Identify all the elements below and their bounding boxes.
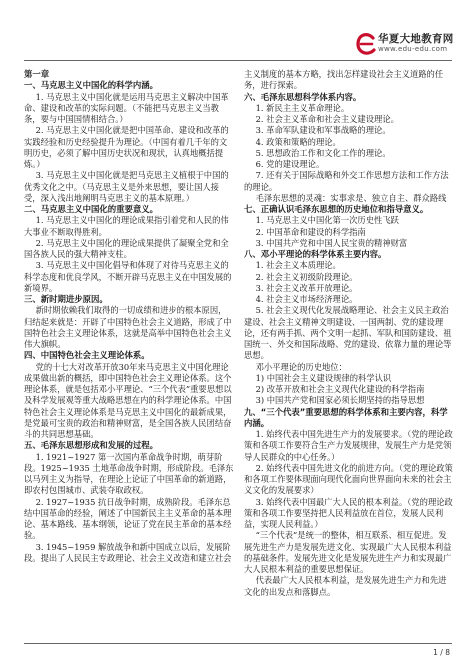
paragraph: 1. 始终代表中国先进生产力的发展要求。（党的理论政策和各项工作要符合生产力发展规律，发展生产力是党领导人民群众的中心任务。） bbox=[244, 429, 453, 462]
paragraph: 1. 社会主义本质理论。 bbox=[255, 260, 341, 271]
section-heading: 二、马克思主义中国化的重要意义。 bbox=[24, 204, 158, 214]
section-heading: 四、中国特色社会主义理论体系。 bbox=[24, 350, 150, 361]
paragraph: 2. 中国革命和建设的科学指南 bbox=[255, 226, 366, 237]
section-heading: 三、新时期进步原因。 bbox=[24, 294, 108, 304]
paragraph: 1. 马克思主义中国化第一次历史性飞跃 bbox=[255, 215, 399, 226]
paragraph: 5. 思想政治工作和文化工作的理论。 bbox=[255, 147, 391, 158]
section-heading: 七、正确认识毛泽东思想的历史地位和指导意义。 bbox=[244, 204, 429, 214]
paragraph: 1) 中国社会主义建设规律的科学认识 bbox=[255, 372, 392, 383]
paragraph: 代表最广大人民根本利益，是发展先进生产力和先进文化的出发点和落脚点。 bbox=[244, 575, 447, 597]
paragraph: 6. 党的建设理论。 bbox=[255, 159, 325, 169]
paragraph: 新时期依赖我们取得的一切成绩和进步的根本原因，归结起来就是：开辟了中国特色社会主义道路，形成了中国特色社会主义理论体系，这就是高举中国特色社会主义伟大旗帜。 bbox=[24, 305, 232, 349]
paragraph: 3. 马克思主义中国化就是把马克思主义植根于中国的优秀文化之中。（马克思主义是外来思想，要让国人接受，深入浅出地阐明马克思主义的基本原理。） bbox=[24, 170, 229, 203]
paragraph: 2. 马克思主义中国化就是把中国革命、建设和改革的实践经验和历史经验提升为理论。（中国有着几千年的文明历史，必须了解中国历史状况和现状，认真地概括提炼。） bbox=[24, 125, 229, 169]
paragraph: 1. 马克思主义中国化的理论成果指引着党和人民的伟大事业不断取得胜利。 bbox=[24, 215, 229, 237]
logo-title: 华夏大地教育网 bbox=[378, 33, 454, 45]
paragraph: 2. 马克思主义中国化的理论成果提供了凝聚全党和全国各族人民的强大精神支柱。 bbox=[24, 237, 229, 259]
paragraph: 3. 革命军队建设和军事战略的理论。 bbox=[255, 125, 391, 136]
paragraph: 1. 1921~1927 第一次国内革命战争时期，萌芽阶段。1925~1935 土地革命战争时期，形成阶段。毛泽东以马列主义为指导，在理论上论证了中国革命的新道路，即农村包围城市、武装夺取政权。 bbox=[24, 451, 234, 496]
paragraph: 3) 中国共产党和国家必须长期坚持的指导思想 bbox=[255, 395, 425, 406]
paragraph: 主义制度的基本方略，找出怎样建设社会主义道路的任务，进行探索。 bbox=[244, 69, 444, 91]
paragraph: 党的十七大对改革开放30年来马克思主义中国化理论成果做出新的概括，即中国特色社会主义理论体系。这个理论体系，就是包括邓小平理论、“三个代表”重要思想以及科学发展观等重大战略思想在内的科学理论体系。中国特色社会主义理论体系是马克思主义中国化的最新成果，是党最可宝贵的政治和精神财富，是全国各族人民团结奋斗的共同思想基础。 bbox=[24, 361, 232, 439]
logo-url: www.edu-edu.com bbox=[378, 45, 448, 53]
paragraph: 3. 社会主义改革开放理论。 bbox=[255, 282, 358, 293]
section-heading: 一、马克思主义中国化的科学内涵。 bbox=[24, 80, 158, 91]
left-column bbox=[24, 69, 234, 564]
paragraph: 1. 新民主主义革命理论。 bbox=[255, 102, 350, 113]
paragraph: “三个代表”是统一的整体，相互联系、相互促进。发展先进生产力是发展先进文化、实现最广大人民根本利益的基础条件。发展先进文化是发展先进生产力和实现最广大人民根本利益的重要思想保证。 bbox=[244, 530, 452, 574]
paragraph: 3. 1945~1959 解放战争和新中国成立以后，发展阶段。提出了人民民主专政理论、社会主义改造和建立社会 bbox=[24, 541, 232, 563]
paragraph: 2) 改革开放和社会主义现代化建设的科学指南 bbox=[255, 384, 425, 394]
section-heading: 六、毛泽东思想科学体系内容。 bbox=[244, 91, 362, 102]
section-heading: 八、邓小平理论的科学体系主要内容。 bbox=[244, 249, 387, 259]
footer-rule bbox=[24, 643, 452, 644]
paragraph: 邓小平理论的历史地位： bbox=[255, 361, 347, 372]
paragraph: 2. 社会主义初级阶段理论。 bbox=[255, 271, 358, 282]
paragraph: 3. 马克思主义中国化倡导和体现了对待马克思主义的科学态度和优良学风，不断开辟马克思主义在中国发展的新境界。 bbox=[24, 260, 232, 293]
paragraph: 1. 马克思主义中国化就是运用马克思主义解决中国革命、建设和改革的实际问题。（不能把马克思主义当教条，要与中国国情相结合。） bbox=[24, 91, 229, 124]
paragraph: 毛泽东思想的灵魂：实事求是、独立自主、群众路线 bbox=[255, 192, 447, 203]
paragraph: 3. 始终代表中国最广大人民的根本利益。（党的理论政策和各项工作要坚持把人民利益放在首位，发展人民利益，实现人民利益。） bbox=[244, 496, 453, 529]
paragraph: 2. 始终代表中国先进文化的前进方向。（党的理论政策和各项工作要体现面向现代化面向世界面向未来的社会主义文化的发展要求） bbox=[244, 462, 453, 496]
right-column bbox=[244, 69, 454, 598]
paragraph: 3. 中国共产党和中国人民宝贵的精神财富 bbox=[255, 237, 408, 248]
paragraph: 2. 社会主义革命和社会主义建设理论。 bbox=[255, 114, 399, 124]
paragraph: 4. 社会主义市场经济理论。 bbox=[255, 294, 358, 304]
site-logo bbox=[356, 30, 466, 60]
page-number: 1 / 8 bbox=[433, 648, 450, 657]
logo-e-icon bbox=[356, 32, 376, 56]
section-heading: 第一章 bbox=[24, 69, 50, 79]
paragraph: 4. 政策和策略的理论。 bbox=[255, 136, 341, 147]
section-heading: 五、毛泽东思想形成和发展的过程。 bbox=[24, 440, 158, 451]
section-heading: 九、“三个代表”重要思想的科学体系和主要内容，科学内涵。 bbox=[244, 406, 448, 428]
paragraph: 2. 1927~1935 抗日战争时期，成熟阶段。毛泽东总结中国革命的经验，阐述了中国新民主主义革命的基本理论、基本路线、基本纲领，论证了党在民主革命的基本经验。 bbox=[24, 496, 232, 541]
paragraph: 7. 还有关于国际战略和外交工作思想方法和工作方法的理论。 bbox=[244, 170, 449, 192]
paragraph: 5. 社会主义现代化发展战略理论、社会主义民主政治建设、社会主义精神文明建设、一国两制、党的建设理论，还有两手抓、两个文明一起抓、军队和国防建设、祖国统一、外交和国际战略、党的建设、依靠力量的理论等思想。 bbox=[244, 305, 452, 361]
header-rule bbox=[24, 60, 452, 61]
